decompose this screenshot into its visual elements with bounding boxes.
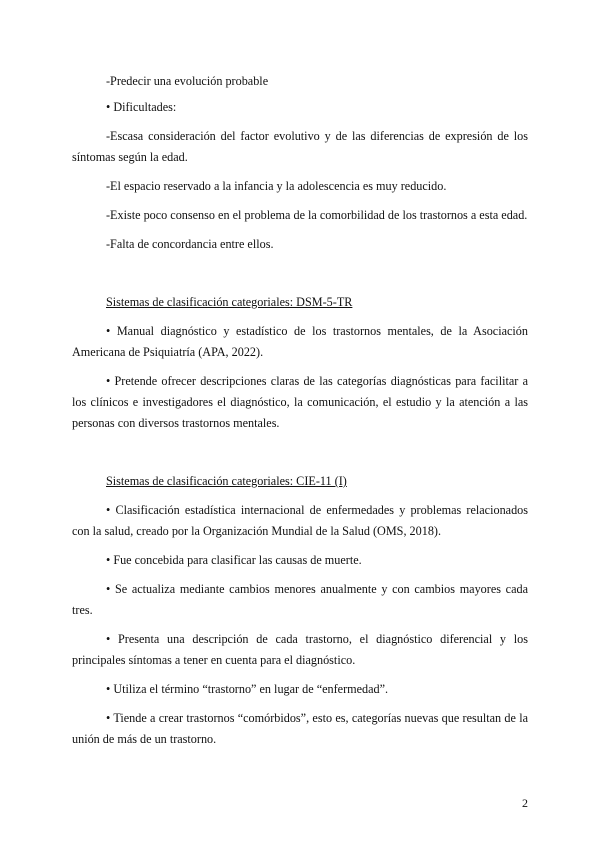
paragraph: • Se actualiza mediante cambios menores anualmente y con cambios mayores cada tres. [72,582,528,617]
page-content [72,71,528,750]
paragraph: • Presenta una descripción de cada trastorno, el diagnóstico diferencial y los principales síntomas a tener en cuenta para el diagnóstico. [72,632,528,667]
list-item: -El espacio reservado a la infancia y la adolescencia es muy reducido. [106,179,447,193]
paragraph: • Clasificación estadística internacional de enfermedades y problemas relacionados con la salud, creado por la Organización Mundial de la Salud (OMS, 2018). [72,503,528,538]
page-number: 2 [522,796,528,810]
list-item: -Escasa consideración del factor evolutivo y de las diferencias de expresión de los síntomas según la edad. [72,129,528,164]
list-item: -Predecir una evolución probable [106,74,269,88]
paragraph: • Fue concebida para clasificar las causas de muerte. [106,553,362,567]
list-item: -Falta de concordancia entre ellos. [106,237,274,251]
paragraph: • Pretende ofrecer descripciones claras de las categorías diagnósticas para facilitar a los clínicos e investigadores el diagnóstico, la comunicación, el estudio y la atención a las personas con diversos trastornos mentales. [72,374,528,430]
section-heading: Sistemas de clasificación categoriales: CIE-11 (I) [106,474,347,488]
list-item: • Dificultades: [106,100,177,114]
paragraph: • Utiliza el término “trastorno” en lugar de “enfermedad”. [106,682,389,696]
paragraph: • Tiende a crear trastornos “comórbidos”, esto es, categorías nuevas que resultan de la unión de más de un trastorno. [72,711,528,746]
paragraph: • Manual diagnóstico y estadístico de los trastornos mentales, de la Asociación Americana de Psiquiatría (APA, 2022). [72,324,528,359]
section-heading: Sistemas de clasificación categoriales: DSM-5-TR [106,295,353,309]
list-item: -Existe poco consenso en el problema de la comorbilidad de los trastornos a esta edad. [106,208,528,222]
